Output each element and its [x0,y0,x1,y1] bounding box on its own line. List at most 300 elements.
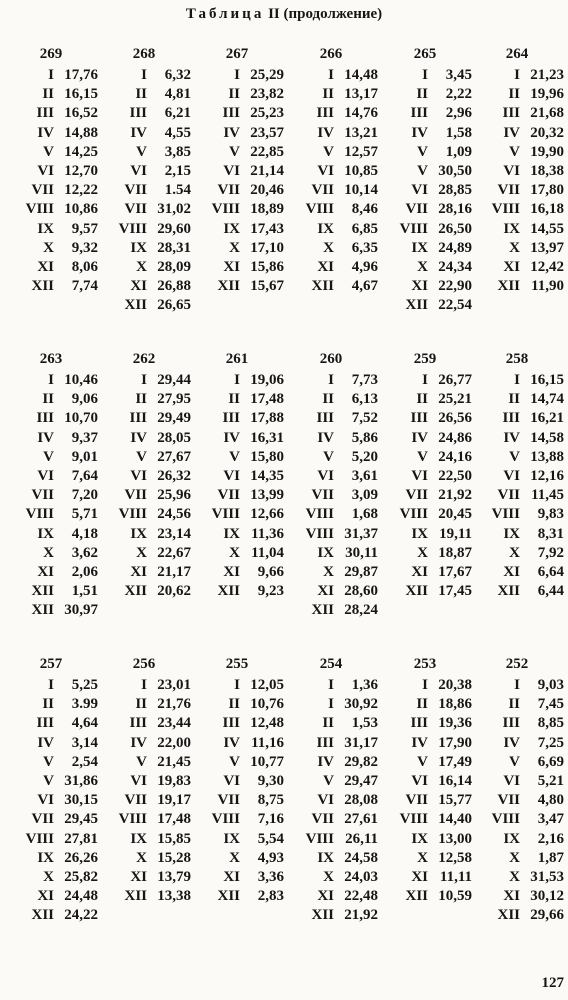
day-value: 16,15 [530,372,564,388]
table-row [378,695,472,714]
year-column [97,347,191,601]
day-value: 13,99 [250,487,284,504]
table-row [190,695,284,714]
day-value: 27,95 [157,391,191,408]
table-row [284,277,378,296]
month-numeral: VI [130,162,147,179]
day-value: 24,58 [344,849,378,866]
day-value: 4,81 [164,86,191,103]
table-row [470,753,564,772]
table-row [4,791,98,810]
day-value: 12,58 [438,849,472,866]
month-numeral: VI [503,467,520,484]
table-row [190,390,284,409]
table-caption [0,6,568,23]
month-numeral: II [416,86,428,103]
table-row [4,676,98,695]
day-value: 17,88 [250,410,284,427]
month-numeral: III [222,105,240,122]
year-column [97,42,191,315]
table-row [378,849,472,868]
month-numeral: X [417,544,428,561]
month-numeral: XII [31,278,54,295]
table-row [284,810,378,829]
month-numeral: XI [223,868,240,885]
month-numeral: III [502,715,520,732]
day-value: 2,15 [164,162,191,179]
year-column [378,347,472,601]
month-numeral: VIII [305,525,334,542]
table-row [4,695,98,714]
day-value: 14,74 [530,391,564,408]
month-numeral: IV [223,429,240,446]
table-row [97,429,191,448]
month-numeral: IV [411,429,428,446]
table-row [284,85,378,104]
day-value: 15,77 [438,792,472,809]
day-value: 21,92 [438,487,472,504]
day-value: 17,48 [157,811,191,828]
year-column [4,347,98,620]
month-numeral: I [234,372,240,388]
day-value: 9,37 [71,429,98,446]
day-value: 5,20 [351,448,378,465]
column-year-title: 259 [413,351,437,367]
month-numeral: VI [37,467,54,484]
table-row [190,772,284,791]
month-numeral: V [43,772,54,789]
month-numeral: IV [503,429,520,446]
day-value: 4,67 [351,278,378,295]
day-value: 23,14 [157,525,191,542]
table-row [4,868,98,887]
month-numeral: VIII [118,220,147,237]
day-value: 27,61 [344,811,378,828]
month-numeral: I [328,677,334,693]
month-numeral: VIII [211,506,240,523]
day-value: 17,76 [64,67,98,83]
table-row [190,409,284,428]
day-value: 23,57 [250,124,284,141]
month-numeral: XI [130,278,147,295]
table-row [97,868,191,887]
table-row [378,181,472,200]
table-row [284,371,378,390]
day-value: 2,16 [537,830,564,847]
day-value: 13,21 [344,124,378,141]
table-row [97,563,191,582]
table-row [378,791,472,810]
month-numeral: IX [503,220,520,237]
table-row [4,772,98,791]
table-row [284,181,378,200]
day-value: 2,54 [71,753,98,770]
table-row [284,143,378,162]
table-row [97,200,191,219]
month-numeral: VII [31,182,54,199]
table-row [97,390,191,409]
table-row [190,258,284,277]
month-numeral: X [417,849,428,866]
month-numeral: VII [497,182,520,199]
month-numeral: VII [217,182,240,199]
table-row [97,849,191,868]
table-row [284,467,378,486]
table-row [4,239,98,258]
month-numeral: I [48,677,54,693]
table-row [190,791,284,810]
table-row [378,220,472,239]
month-numeral: VIII [211,201,240,218]
month-numeral: IX [503,830,520,847]
day-value: 12,70 [64,162,98,179]
table-row [470,582,564,601]
table-row [284,448,378,467]
table-row [378,390,472,409]
month-numeral: IX [223,830,240,847]
day-value: 24,34 [438,258,472,275]
month-numeral: II [416,391,428,408]
table-row [97,467,191,486]
day-value: 19,11 [439,525,472,542]
day-value: 23,44 [157,715,191,732]
day-value: 10,76 [250,696,284,713]
day-value: 26,65 [157,297,191,314]
month-numeral: VII [124,182,147,199]
table-row [284,734,378,753]
column-year-title: 266 [319,46,343,62]
month-numeral: XI [411,563,428,580]
table-row [97,143,191,162]
day-value: 21,92 [344,907,378,924]
table-row [97,753,191,772]
month-numeral: V [229,143,240,160]
day-value: 28,60 [344,583,378,600]
month-numeral: I [514,372,520,388]
day-value: 9,06 [71,391,98,408]
day-value: 12,16 [530,467,564,484]
table-row [378,104,472,123]
column-year-title: 255 [225,656,249,672]
month-numeral: V [136,143,147,160]
day-value: 26,32 [157,467,191,484]
column-year-title: 262 [132,351,156,367]
day-value: 12,05 [250,677,284,693]
day-value: 1,51 [71,583,98,600]
month-numeral: IV [223,124,240,141]
month-numeral: I [141,372,147,388]
day-value: 16,14 [438,772,472,789]
column-year-title: 258 [505,351,529,367]
day-value: 3,36 [257,868,284,885]
day-value: 3,14 [71,734,98,751]
column-year-title: 257 [39,656,63,672]
table-row [284,66,378,85]
month-numeral: VIII [399,811,428,828]
table-row [4,104,98,123]
month-numeral: X [136,258,147,275]
table-row [470,181,564,200]
month-numeral: IV [223,734,240,751]
table-row [378,429,472,448]
day-value: 7,52 [351,410,378,427]
month-numeral: V [417,143,428,160]
month-numeral: II [322,391,334,408]
table-row [4,810,98,829]
table-row [4,582,98,601]
table-row [284,849,378,868]
day-value: 22,48 [344,888,378,905]
day-value: 8,06 [71,258,98,275]
month-numeral: VI [223,162,240,179]
day-value: 22,67 [157,544,191,561]
month-numeral: II [42,391,54,408]
column-year-title: 260 [319,351,343,367]
day-value: 1,36 [351,677,378,693]
day-value: 18,89 [250,201,284,218]
table-row [190,239,284,258]
day-value: 7,73 [351,372,378,388]
month-numeral: XI [411,278,428,295]
table-row [284,486,378,505]
day-value: 24,03 [344,868,378,885]
table-row [284,429,378,448]
table-row [4,734,98,753]
day-value: 31,37 [344,525,378,542]
day-value: 26,26 [64,849,98,866]
month-numeral: XI [223,258,240,275]
month-numeral: V [323,448,334,465]
table-row [4,467,98,486]
table-row [470,200,564,219]
table-row [4,409,98,428]
table-row [284,409,378,428]
table-row [284,563,378,582]
month-numeral: II [42,86,54,103]
month-numeral: VII [497,487,520,504]
month-numeral: VII [311,487,334,504]
year-column [470,42,564,296]
table-row [190,505,284,524]
year-column [378,652,472,906]
month-numeral: III [410,715,428,732]
column-year-title: 265 [413,46,437,62]
month-numeral: VI [503,162,520,179]
month-numeral: IV [411,734,428,751]
day-value: 11,16 [251,734,284,751]
month-numeral: II [508,86,520,103]
table-row [470,734,564,753]
day-value: 23,82 [250,86,284,103]
day-value: 18,38 [530,162,564,179]
table-row [97,277,191,296]
month-numeral: IV [130,429,147,446]
day-value: 12,57 [344,143,378,160]
day-value: 16,21 [530,410,564,427]
day-value: 10,59 [438,888,472,905]
day-value: 31,02 [157,201,191,218]
page-number: 127 [541,975,564,991]
day-value: 14,35 [250,467,284,484]
month-numeral: VIII [118,506,147,523]
day-value: 4,64 [71,715,98,732]
month-numeral: VIII [399,506,428,523]
day-value: 11,11 [439,868,472,885]
month-numeral: IX [503,525,520,542]
table-row [470,143,564,162]
table-row [378,714,472,733]
table-row [378,200,472,219]
month-numeral: I [48,372,54,388]
table-row [190,104,284,123]
month-numeral: XII [405,888,428,905]
day-value: 10,86 [64,201,98,218]
day-value: 5,21 [537,772,564,789]
month-numeral: XI [37,258,54,275]
table-row [190,66,284,85]
table-row [190,200,284,219]
table-row [378,277,472,296]
day-value: 13,97 [530,239,564,256]
caption-rest: II (продолжение) [268,6,383,22]
month-numeral: XII [217,888,240,905]
month-numeral: XI [503,258,520,275]
day-value: 20,46 [250,182,284,199]
year-column [284,347,378,620]
table-row [97,714,191,733]
table-row [4,525,98,544]
day-value: 14,55 [530,220,564,237]
day-value: 22,90 [438,278,472,295]
day-value: 1,87 [537,849,564,866]
table-row [470,104,564,123]
year-column [470,347,564,601]
table-row [470,695,564,714]
table-row [190,277,284,296]
table-row [470,906,564,925]
day-value: 15,80 [250,448,284,465]
table-row [97,296,191,315]
day-value: 30,97 [64,602,98,619]
month-numeral: XI [223,563,240,580]
day-value: 7,20 [71,487,98,504]
table-row [97,676,191,695]
day-value: 8,85 [537,715,564,732]
year-column [4,652,98,925]
month-numeral: V [43,448,54,465]
day-value: 12,66 [250,506,284,523]
table-row [4,887,98,906]
table-row [378,544,472,563]
day-value: 21,76 [157,696,191,713]
month-numeral: X [509,544,520,561]
month-numeral: IV [503,124,520,141]
month-numeral: XI [503,888,520,905]
table-row [378,162,472,181]
month-numeral: VIII [399,220,428,237]
day-value: 5,86 [351,429,378,446]
month-numeral: XII [31,602,54,619]
day-value: 11,90 [531,278,564,295]
month-numeral: III [502,105,520,122]
table-row [284,601,378,620]
month-numeral: XII [405,297,428,314]
day-value: 28,31 [157,239,191,256]
day-value: 29,45 [64,811,98,828]
month-numeral: III [36,105,54,122]
day-value: 29,82 [344,753,378,770]
month-numeral: VI [130,772,147,789]
day-value: 3,45 [445,67,472,83]
year-column [470,652,564,925]
month-numeral: VIII [491,811,520,828]
table-row [4,714,98,733]
table-row [470,830,564,849]
year-column [284,42,378,296]
month-numeral: VIII [25,830,54,847]
table-row [4,753,98,772]
month-numeral: XII [405,583,428,600]
table-row [190,830,284,849]
year-column [190,347,284,601]
day-value: 20,38 [438,677,472,693]
table-row [378,810,472,829]
month-numeral: X [136,849,147,866]
month-numeral: IV [411,124,428,141]
table-row [97,104,191,123]
table-row [378,409,472,428]
table-row [470,277,564,296]
table-row [470,124,564,143]
month-numeral: I [422,677,428,693]
month-numeral: XII [124,297,147,314]
day-value: 19,06 [250,372,284,388]
table-row [470,85,564,104]
day-value: 16,18 [530,201,564,218]
month-numeral: IX [130,525,147,542]
month-numeral: X [136,544,147,561]
year-column [284,652,378,925]
day-value: 26,88 [157,278,191,295]
table-row [284,390,378,409]
table-row [97,525,191,544]
day-value: 17,67 [438,563,472,580]
day-value: 20,62 [157,583,191,600]
month-numeral: X [229,544,240,561]
day-value: 27,81 [64,830,98,847]
day-value: 13,00 [438,830,472,847]
month-numeral: X [229,849,240,866]
table-row [470,714,564,733]
month-numeral: III [129,410,147,427]
table-row [284,906,378,925]
table-row [190,162,284,181]
table-row [378,371,472,390]
table-row [190,486,284,505]
day-value: 25,96 [157,487,191,504]
month-numeral: III [129,105,147,122]
column-year-title: 253 [413,656,437,672]
month-numeral: XII [497,278,520,295]
table-row [97,124,191,143]
month-numeral: XII [217,583,240,600]
month-numeral: V [509,753,520,770]
day-value: 28,24 [344,602,378,619]
day-value: 1,09 [445,143,472,160]
table-row [97,409,191,428]
table-row [378,505,472,524]
table-row [284,772,378,791]
